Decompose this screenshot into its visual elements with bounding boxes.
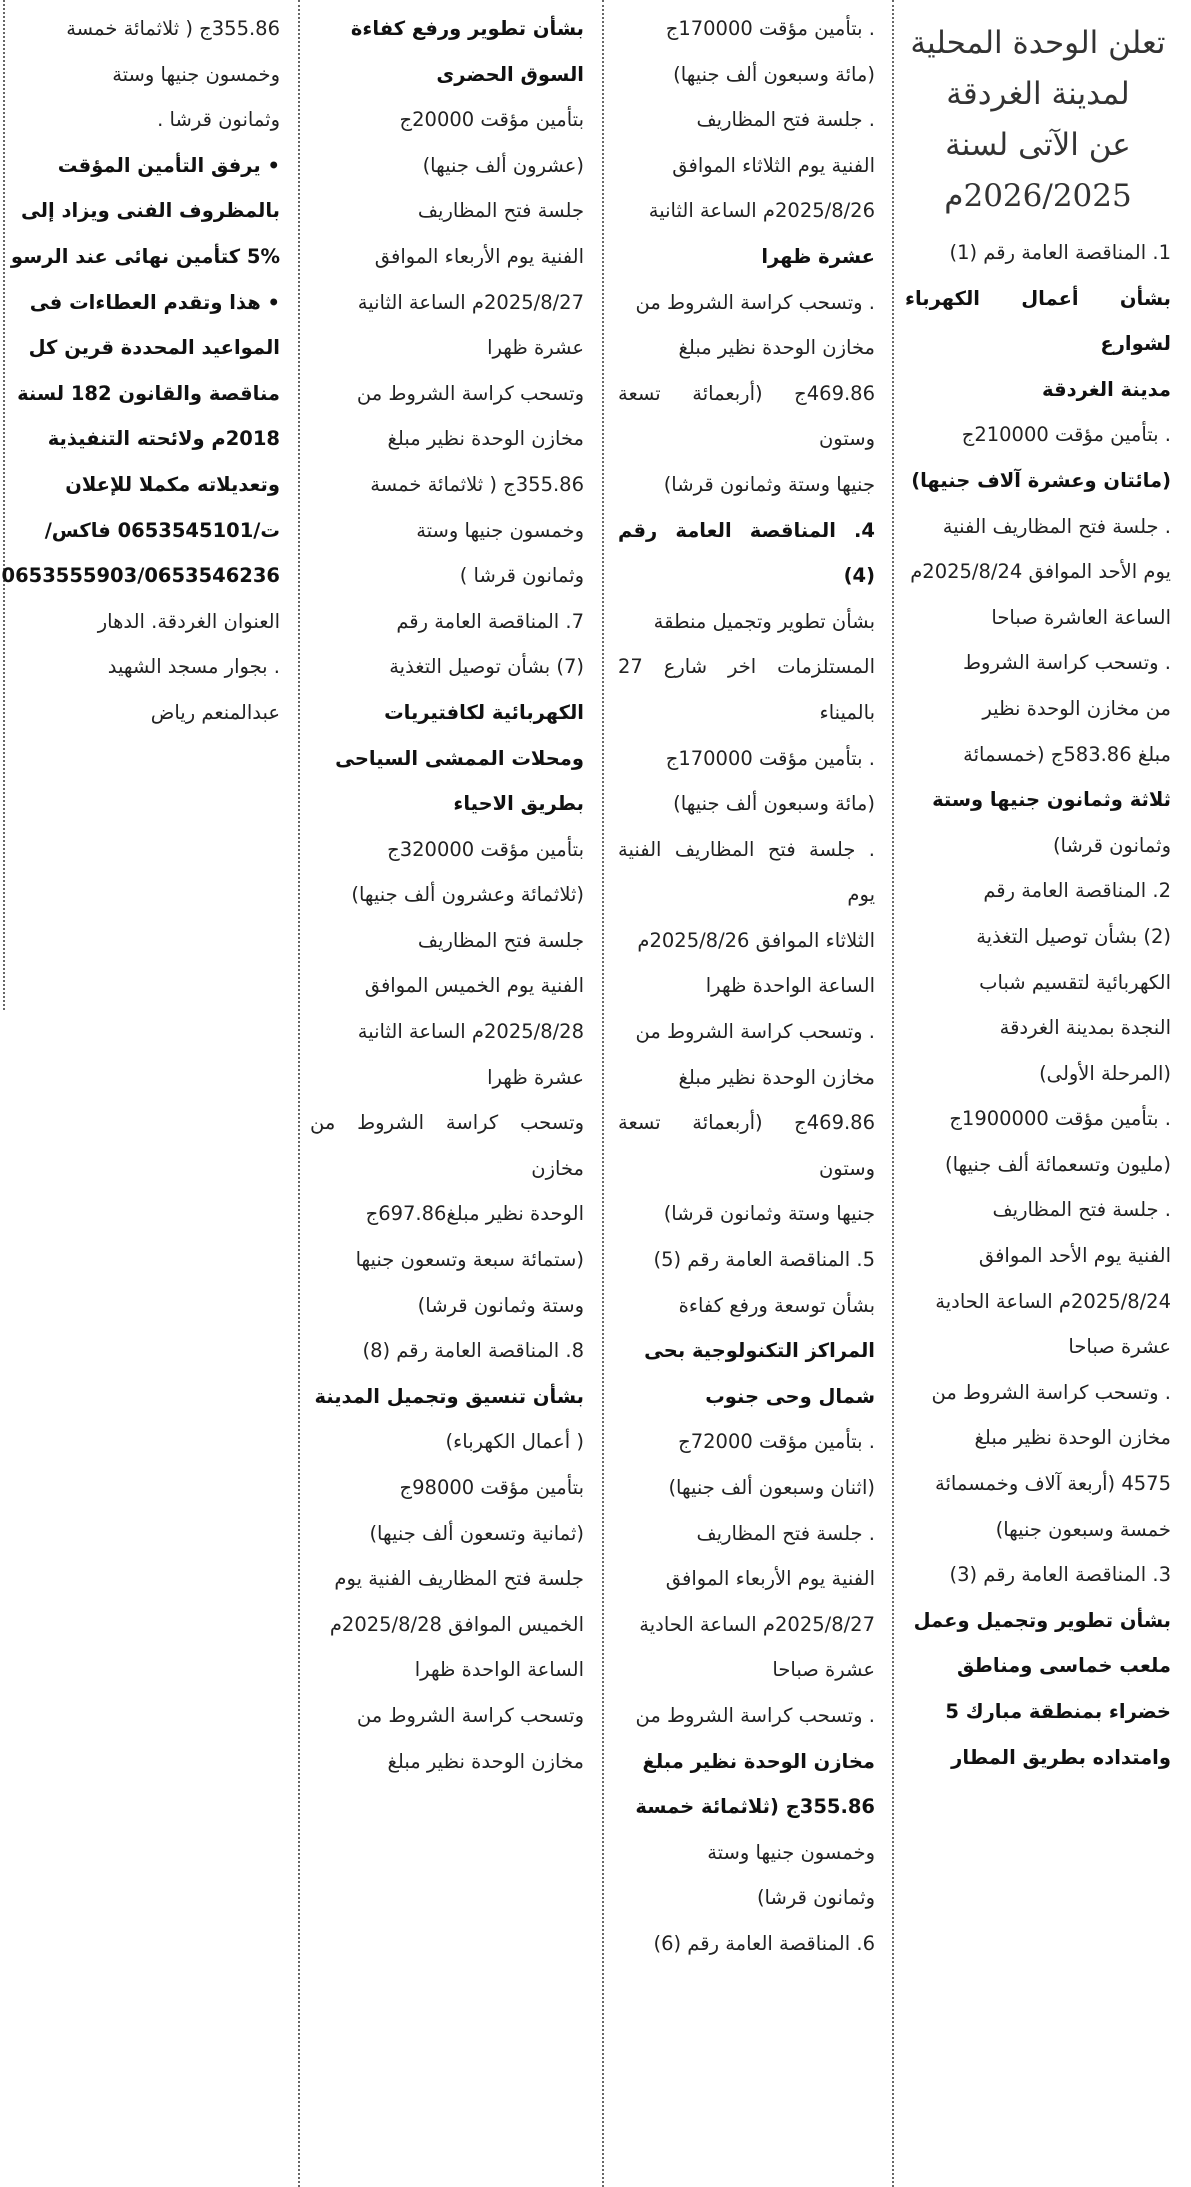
column-divider xyxy=(892,0,894,2187)
text-line: الوحدة نظير مبلغ697.86ج xyxy=(365,1202,584,1226)
text-line: جنيها وستة وثمانون قرشا) xyxy=(663,1202,875,1226)
text-line: 355.86ج ( ثلاثمائة خمسة xyxy=(66,17,280,40)
text-line: . بتأمين مؤقت 170000ج xyxy=(665,17,875,40)
text-line: وثمانون قرشا) xyxy=(1052,833,1171,857)
text-line: النجدة بمدينة الغردقة xyxy=(999,1016,1171,1040)
text-line: وثمانون قرشا . xyxy=(157,108,280,132)
text-line: (ثمانية وتسعون ألف جنيها) xyxy=(369,1521,584,1545)
text-line: وتعديلاته مكملا للإعلان xyxy=(65,472,280,496)
text-line: ثلاثة وثمانون جنيها وستة xyxy=(932,788,1171,812)
title-line: لمدينة الغردقة xyxy=(946,76,1130,112)
text-line: . جلسة فتح المظاريف xyxy=(992,1198,1171,1222)
text-line: • يرفق التأمين المؤقت xyxy=(57,153,280,177)
text-line: مخازن الوحدة نظير مبلغ xyxy=(642,1749,875,1773)
text-line: عبدالمنعم رياض xyxy=(150,700,280,724)
text-line: . جلسة فتح المظاريف xyxy=(696,108,875,132)
text-line: 5% كتأمين نهائى عند الرسو xyxy=(10,244,280,268)
text-line: ملعب خماسى ومناطق xyxy=(956,1654,1171,1678)
text-line: من مخازن الوحدة نظير xyxy=(982,696,1171,720)
text-line: 2025/8/27م الساعة الثانية xyxy=(357,290,584,314)
text-line: الفنية يوم الأربعاء الموافق xyxy=(374,244,584,268)
text-line: 2018م ولائحته التنفيذية xyxy=(47,427,280,451)
text-line: 2025/8/24م الساعة الحادية xyxy=(935,1289,1171,1313)
text-line: المستلزمات اخر شارع 27 بالميناء xyxy=(618,655,875,724)
text-line: بشأن تطوير ورفع كفاءة xyxy=(350,17,584,40)
text-line: الساعة الواحدة ظهرا xyxy=(705,974,875,998)
text-line: • هذا وتقدم العطاءات فى xyxy=(29,290,280,314)
text-line: بطريق الاحياء xyxy=(453,792,584,816)
text-line: . وتسحب كراسة الشروط من xyxy=(635,1020,875,1044)
text-line: الثلاثاء الموافق 2025/8/26م xyxy=(637,928,875,952)
text-line: وخمسون جنيها وستة xyxy=(112,62,280,86)
text-line: ت/0653545101 فاكس/ xyxy=(44,518,280,542)
text-line: وتسحب كراسة الشروط من مخازن xyxy=(310,1111,584,1180)
text-line: (ثلاثمائة وعشرون ألف جنيها) xyxy=(351,883,584,907)
text-line: عشرة ظهرا xyxy=(487,1065,584,1089)
text-line: 2. المناقصة العامة رقم xyxy=(983,879,1171,903)
text-line: بتأمين مؤقت 20000ج xyxy=(399,108,584,132)
text-line: مخازن الوحدة نظير مبلغ xyxy=(678,336,875,360)
column-4 xyxy=(0,0,292,2187)
column-1 xyxy=(899,0,1191,2187)
text-line: وخمسون جنيها وستة xyxy=(416,518,584,542)
text-line: . جلسة فتح المظاريف الفنية xyxy=(942,514,1171,538)
text-line: بشأن تنسيق وتجميل المدينة xyxy=(314,1384,584,1408)
text-line: 0653555903/0653546236 xyxy=(1,564,280,588)
text-line: 2025/8/26م الساعة الثانية xyxy=(648,199,875,223)
text-line: الساعة الواحدة ظهرا xyxy=(414,1658,584,1682)
text-line: المراكز التكنولوجية بحى xyxy=(644,1339,875,1363)
text-line: (مائتان وعشرة آلاف جنيها) xyxy=(911,468,1171,492)
text-line: جنيها وستة وثمانون قرشا) xyxy=(663,472,875,496)
column-divider xyxy=(298,0,300,2187)
text-line: وستة وثمانون قرشا) xyxy=(417,1293,584,1317)
text-line: (مائة وسبعون ألف جنيها) xyxy=(673,792,875,816)
text-line: الكهربائية لتقسيم شباب xyxy=(979,970,1171,994)
text-line: 469.86ج (أربعمائة تسعة وستون xyxy=(618,381,875,451)
text-line: مخازن الوحدة نظير مبلغ xyxy=(678,1065,875,1089)
text-line: الفنية يوم الأحد الموافق xyxy=(978,1244,1171,1268)
text-line: الكهربائية لكافتيريات xyxy=(384,700,584,724)
text-line: وثمانون قرشا) xyxy=(756,1886,875,1910)
text-line: مخازن الوحدة نظير مبلغ xyxy=(974,1426,1171,1450)
text-line: (مليون وتسعمائة ألف جنيها) xyxy=(944,1152,1171,1176)
text-line: 4575 (أربعة آلاف وخمسمائة xyxy=(935,1472,1171,1496)
text-line: مخازن الوحدة نظير مبلغ xyxy=(387,1749,584,1773)
text-line: وتسحب كراسة الشروط من xyxy=(356,1703,584,1727)
text-line: . بتأمين مؤقت 1900000ج xyxy=(949,1107,1171,1131)
text-line: 8. المناقصة العامة رقم (8) xyxy=(362,1339,584,1363)
text-line: ( أعمال الكهرباء) xyxy=(445,1430,584,1454)
text-line: وتسحب كراسة الشروط من xyxy=(356,381,584,405)
text-line: 2025/8/27م الساعة الحادية xyxy=(639,1612,875,1636)
text-line: وثمانون قرشا ) xyxy=(459,564,584,588)
text-line: الخميس الموافق 2025/8/28م xyxy=(329,1612,584,1636)
text-line: عشرة ظهرا xyxy=(487,336,584,360)
text-line: الفنية يوم الخميس الموافق xyxy=(364,974,584,998)
text-line: مناقصة والقانون 182 لسنة xyxy=(17,381,280,405)
text-line: 3. المناقصة العامة رقم (3) xyxy=(949,1563,1171,1587)
text-line: 469.86ج (أربعمائة تسعة وستون xyxy=(618,1111,875,1180)
text-line: بشأن تطوير وتجميل منطقة xyxy=(653,609,875,633)
text-line: (2) بشأن توصيل التغذية xyxy=(976,924,1171,948)
text-line: العنوان الغردقة. الدهار xyxy=(97,609,280,633)
text-line: بتأمين مؤقت 98000ج xyxy=(399,1476,584,1499)
text-line: عشرة ظهرا xyxy=(761,244,875,268)
text-line: بالمظروف الفنى ويزاد إلى xyxy=(20,199,280,223)
text-line: مخازن الوحدة نظير مبلغ xyxy=(387,427,584,451)
text-line: عشرة صباحا xyxy=(772,1658,875,1682)
text-line: (7) بشأن توصيل التغذية xyxy=(389,655,584,679)
text-line: ومحلات الممشى السياحى xyxy=(335,746,584,770)
text-line: مبلغ 583.86ج (خمسمائة xyxy=(963,742,1171,766)
text-line: وخمسون جنيها وستة xyxy=(707,1840,875,1864)
column-divider xyxy=(602,0,604,2187)
text-line: خضراء بمنطقة مبارك 5 xyxy=(945,1700,1171,1723)
text-line: 355.86ج (ثلاثمائة خمسة xyxy=(635,1795,875,1819)
text-line: وامتداده بطريق المطار xyxy=(951,1745,1171,1769)
text-line: . بتأمين مؤقت 210000ج xyxy=(961,423,1171,447)
text-line: الفنية يوم الثلاثاء الموافق xyxy=(672,153,875,177)
text-line: عشرة صباحا xyxy=(1068,1335,1171,1359)
text-line: الفنية يوم الأربعاء الموافق xyxy=(665,1567,875,1591)
column-3 xyxy=(302,0,598,2187)
text-line: (مائة وسبعون ألف جنيها) xyxy=(673,62,875,86)
text-line: (عشرون ألف جنيها) xyxy=(422,153,584,177)
text-line: جلسة فتح المظاريف الفنية يوم xyxy=(334,1567,584,1591)
text-line: جلسة فتح المظاريف xyxy=(417,928,584,952)
text-line: بشأن تطوير وتجميل وعمل xyxy=(913,1608,1171,1632)
text-line: . وتسحب كراسة الشروط من xyxy=(635,1703,875,1727)
text-line: 355.86ج ( ثلاثمائة خمسة xyxy=(370,472,584,496)
text-line: 2025/8/28م الساعة الثانية xyxy=(357,1020,584,1044)
announcement-title xyxy=(905,18,1171,222)
text-line: . وتسحب كراسة الشروط xyxy=(963,651,1171,675)
text-line: الساعة العاشرة صباحا xyxy=(991,605,1171,629)
title-line: 2026/2025م xyxy=(944,178,1132,214)
text-line: . بجوار مسجد الشهيد xyxy=(107,655,280,679)
text-line: . بتأمين مؤقت 170000ج xyxy=(665,746,875,770)
text-line: المواعيد المحددة قرين كل xyxy=(28,336,280,360)
text-line: بشأن توسعة ورفع كفاءة xyxy=(678,1293,875,1317)
text-line: (المرحلة الأولى) xyxy=(1039,1061,1171,1085)
text-line: مدينة الغردقة xyxy=(1042,377,1171,401)
text-line: شمال وحى جنوب xyxy=(705,1384,875,1408)
text-line: (اثنان وسبعون ألف جنيها) xyxy=(668,1476,875,1499)
text-line: جلسة فتح المظاريف xyxy=(417,199,584,223)
title-line: تعلن الوحدة المحلية xyxy=(910,25,1166,61)
text-line: السوق الحضرى xyxy=(436,62,584,86)
text-line: خمسة وسبعون جنيها) xyxy=(995,1517,1171,1541)
text-line: . وتسحب كراسة الشروط من xyxy=(931,1380,1171,1404)
text-line: بتأمين مؤقت 320000ج xyxy=(387,837,584,861)
text-line: . جلسة فتح المظاريف الفنية يوم xyxy=(618,837,875,907)
text-line: 4. المناقصة العامة رقم (4) xyxy=(618,518,875,588)
column-2 xyxy=(608,0,889,2187)
text-line: . وتسحب كراسة الشروط من xyxy=(635,290,875,314)
text-line: بشأن أعمال الكهرباء لشوارع xyxy=(905,286,1171,356)
text-line: 5. المناقصة العامة رقم (5) xyxy=(653,1248,875,1272)
text-line: 7. المناقصة العامة رقم xyxy=(396,609,584,633)
title-line: عن الآتى لسنة xyxy=(945,127,1131,163)
text-line: 6. المناقصة العامة رقم (6) xyxy=(653,1931,875,1955)
text-line: 1. المناقصة العامة رقم (1) xyxy=(949,241,1171,264)
text-line: . جلسة فتح المظاريف xyxy=(696,1521,875,1545)
text-line: . بتأمين مؤقت 72000ج xyxy=(678,1430,875,1454)
text-line: (ستمائة سبعة وتسعون جنيها xyxy=(355,1248,584,1272)
text-line: يوم الأحد الموافق 2025/8/24م xyxy=(910,560,1171,584)
